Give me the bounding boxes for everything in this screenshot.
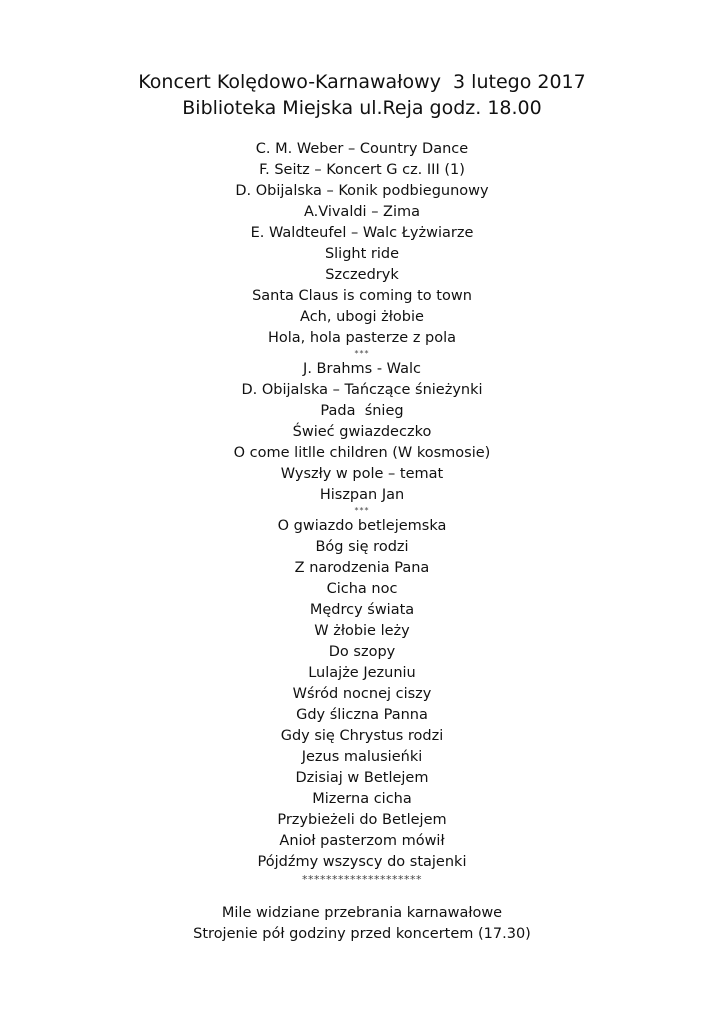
program-item: E. Waldteufel – Walc Łyżwiarze	[250, 225, 474, 241]
program-item: Jezus malusieńki	[301, 749, 423, 765]
program-item: Pójdźmy wszyscy do stajenki	[257, 854, 467, 870]
program-item: W żłobie leży	[314, 623, 410, 639]
footer-notes	[0, 903, 724, 945]
tuning-note: Strojenie pół godziny przed koncertem (17.30)	[193, 926, 531, 942]
program-item: Gdy śliczna Panna	[296, 707, 428, 723]
program-item: Pada śnieg	[320, 403, 404, 419]
program-item: A.Vivaldi – Zima	[303, 204, 421, 220]
program-item: Cicha noc	[326, 581, 398, 597]
program-item: D. Obijalska – Konik podbiegunowy	[235, 183, 489, 199]
program-item: Wyszły w pole – temat	[280, 466, 444, 482]
program-item: Anioł pasterzom mówił	[279, 833, 445, 849]
program-item: Ach, ubogi żłobie	[300, 309, 424, 325]
program-item: Hiszpan Jan	[319, 487, 405, 503]
program-item: Szczedryk	[325, 267, 399, 283]
section-separator: ***	[354, 349, 370, 358]
program-item: Lulajże Jezuniu	[308, 665, 416, 681]
program-item: Mędrcy świata	[309, 602, 415, 618]
costume-note: Mile widziane przebrania karnawałowe	[221, 905, 503, 921]
program-item: Świeć gwiazdeczko	[292, 424, 432, 440]
program-item: Z narodzenia Pana	[294, 560, 430, 576]
section-separator: ***	[354, 506, 370, 515]
program-item: Dzisiaj w Betlejem	[295, 770, 429, 786]
closing-separator: ********************	[302, 873, 422, 886]
program-item: Do szopy	[328, 644, 396, 660]
program-item: F. Seitz – Koncert G cz. III (1)	[259, 162, 465, 178]
program-item: Gdy się Chrystus rodzi	[280, 728, 444, 744]
program-item: C. M. Weber – Country Dance	[255, 141, 469, 157]
program-item: Bóg się rodzi	[315, 539, 409, 555]
program-item: O gwiazdo betlejemska	[277, 518, 447, 534]
program-part-1	[0, 139, 724, 349]
program-item: Slight ride	[324, 246, 400, 262]
program-item: Santa Claus is coming to town	[252, 288, 472, 304]
program-item: O come litlle children (W kosmosie)	[233, 445, 491, 461]
program-item: Hola, hola pasterze z pola	[267, 330, 457, 346]
program-item: Mizerna cicha	[312, 791, 412, 807]
concert-title: Koncert Kolędowo-Karnawałowy 3 lutego 2017	[138, 71, 586, 93]
program-item: D. Obijalska – Tańczące śnieżynki	[241, 382, 483, 398]
program-item: J. Brahms - Walc	[303, 361, 421, 377]
program-item: Przybieżeli do Betlejem	[277, 812, 447, 828]
program-part-3	[0, 516, 724, 873]
program-item: Wśród nocnej ciszy	[292, 686, 432, 702]
program-list	[0, 139, 724, 892]
program-part-2	[0, 359, 724, 506]
venue-and-time: Biblioteka Miejska ul.Reja godz. 18.00	[182, 97, 542, 119]
title-block	[0, 69, 724, 121]
